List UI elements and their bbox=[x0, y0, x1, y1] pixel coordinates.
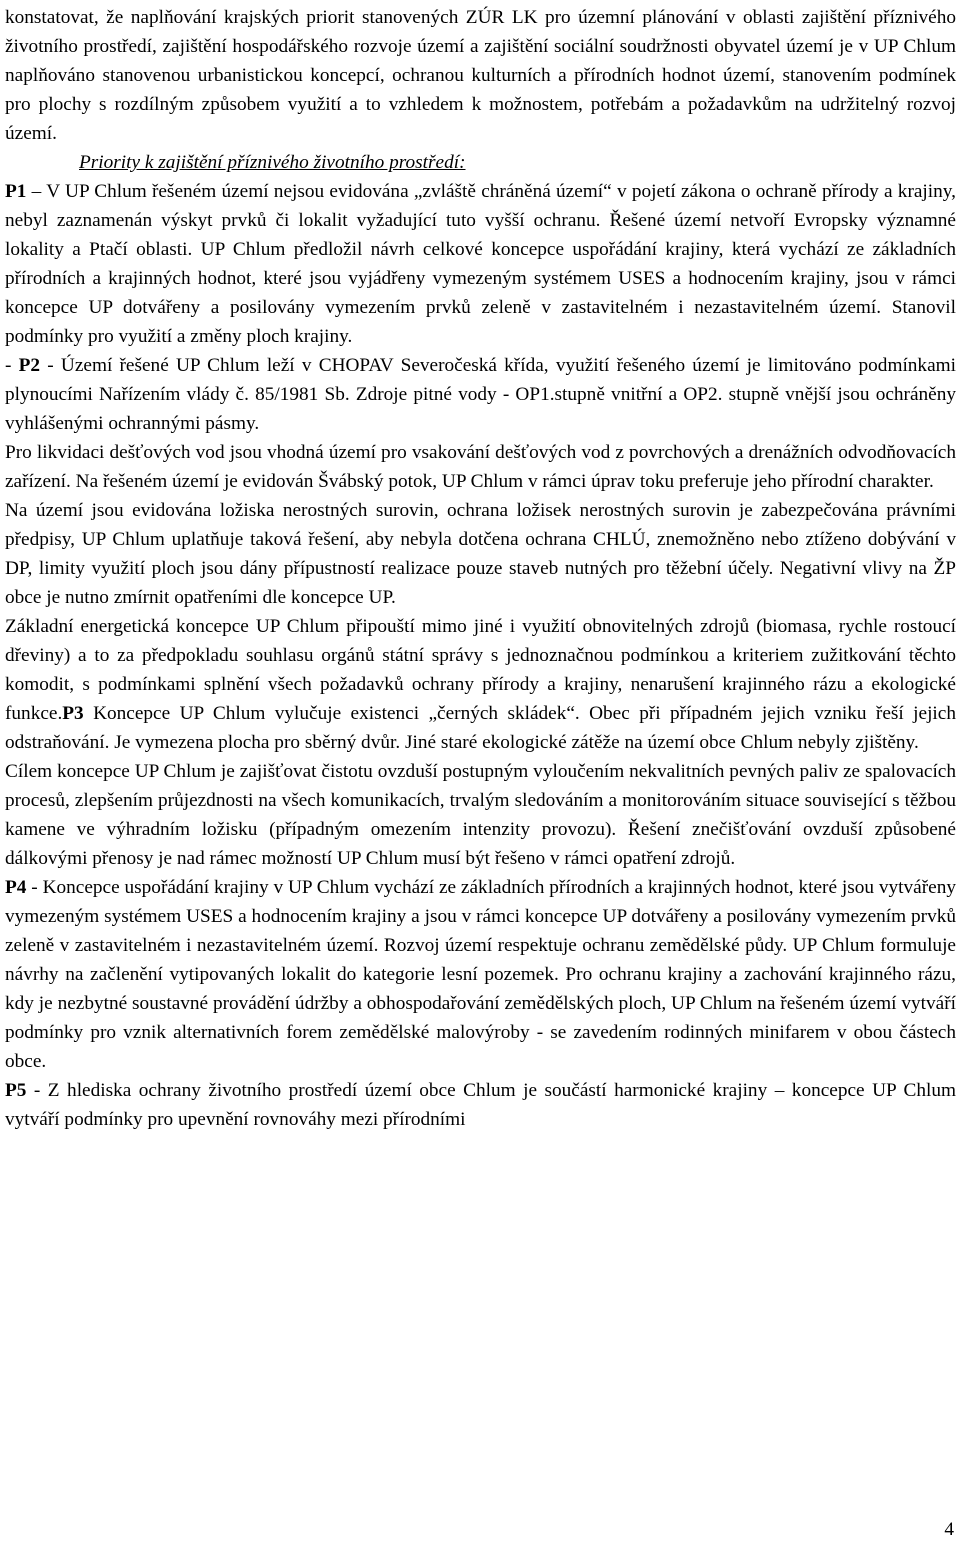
priority-p4-paragraph bbox=[5, 873, 956, 1076]
paragraph-text: - Z hlediska ochrany životního prostředí území obce Chlum je součástí harmonické krajiny – koncepce UP Chlum vytváří podmínky pro upevnění rovnováhy mezi přírodními bbox=[5, 1080, 956, 1130]
paragraph-text: - Koncepce uspořádání krajiny v UP Chlum vychází ze základních přírodních a krajinných hodnot, které jsou vytvářeny vymezeným systémem USES a hodnocením krajiny a jsou v rámci koncepce UP dotvářeny a posilovány vymezením prvků zeleně v zastavitelném i nezastavitelném území. Rozvoj území respektuje ochranu zemědělské půdy. UP Chlum formuluje návrhy na začlenění vytipovaných lokalit do kategorie lesní pozemek. Pro ochranu krajiny a zachování krajinného rázu, kdy je nezbytné soustavné provádění údržby a obhospodařování zemědělských ploch, UP Chlum na řešeném území vytváří podmínky pro vznik alternativních forem zemědělské malovýroby - se zavedením rodinných minifarem v obou částech obce. bbox=[5, 877, 956, 1072]
page-number: 4 bbox=[944, 1519, 954, 1540]
priority-label: P4 bbox=[5, 877, 27, 898]
priority-label: P5 bbox=[5, 1080, 27, 1101]
intro-paragraph: konstatovat, že naplňování krajských priorit stanovených ZÚR LK pro územní plánování v oblasti zajištění příznivého životního prostředí, zajištění hospodářského rozvoje území a zajištění sociální soudržnosti obyvatel území je v UP Chlum naplňováno stanovenou urbanistickou koncepcí, ochranou kulturních a přírodních hodnot území, stanovením podmínek pro plochy s rozdílným způsobem využití a to vzhledem k možnostem, potřebám a požadavkům na udržitelný rozvoj území. bbox=[5, 7, 956, 144]
rainwater-paragraph: Pro likvidaci dešťových vod jsou vhodná území pro vsakování dešťových vod z povrchových a drenážních odvodňovacích zařízení. Na řešeném území je evidován Švábský potok, UP Chlum v rámci úprav toku preferuje jeho přírodní charakter. bbox=[5, 442, 956, 492]
mineral-deposits-paragraph: Na území jsou evidována ložiska nerostných surovin, ochrana ložisek nerostných surovin je zabezpečována právními předpisy, UP Chlum uplatňuje taková řešení, aby nebyla dotčena ochrana CHLÚ, znemožněno nebo ztíženo dobývání v DP, limity využití ploch jsou dány přípustností realizace pouze staveb nutných pro těžební účely. Negativní vlivy na ŽP obce je nutno zmírnit opatřeními dle koncepce UP. bbox=[5, 500, 956, 608]
air-quality-paragraph: Cílem koncepce UP Chlum je zajišťovat čistotu ovzduší postupným vyloučením nekvalitních pevných paliv ze spalovacích procesů, zlepšením průjezdnosti na všech komunikacích, trvalým sledováním a monitorováním situace související s těžbou kamene ve výhradním ložisku (případným omezením intenzity provozu). Řešení znečišťování ovzduší způsobené dálkovými přenosy je nad rámec možností UP Chlum musí být řešeno v rámci opatření zdrojů. bbox=[5, 761, 956, 869]
document-page bbox=[5, 3, 956, 1134]
priority-p3-paragraph bbox=[5, 612, 956, 757]
priority-p5-paragraph bbox=[5, 1076, 956, 1134]
priority-p1-paragraph bbox=[5, 177, 956, 351]
paragraph-text-after: Koncepce UP Chlum vylučuje existenci „černých skládek“. Obec při případném jejich vzniku řeší jejich odstraňování. Je vymezena plocha pro sběrný dvůr. Jiné staré ekologické zátěže na území obce Chlum nebyly zjištěny. bbox=[5, 703, 956, 753]
paragraph-text: - Území řešené UP Chlum leží v CHOPAV Severočeská křída, využití řešeného území je limitováno podmínkami plynoucími Nařízením vlády č. 85/1981 Sb. Zdroje pitné vody - OP1.stupně vnitřní a OP2. stupně vnější jsou ochráněny vyhlášenými ochrannými pásmy. bbox=[5, 355, 956, 434]
priority-label: P3 bbox=[62, 703, 84, 724]
priority-label: P1 bbox=[5, 181, 27, 202]
paragraph-text: Základní energetická koncepce UP Chlum připouští mimo jiné i využití obnovitelných zdrojů (biomasa, rychle rostoucí dřeviny) a to za předpokladu souhlasu orgánů státní správy s jednoznačnou podmínkou a kriteriem zužitkování těchto komodit, s podmínkami splnění všech požadavků ochrany přírody a krajiny, nenarušení krajinného rázu a ekologické funkce. bbox=[5, 616, 956, 724]
paragraph-prefix: - bbox=[5, 355, 19, 376]
priority-label: P2 bbox=[18, 355, 41, 376]
section-heading: Priority k zajištění příznivého životního prostředí: bbox=[79, 152, 466, 173]
priority-p2-paragraph bbox=[5, 351, 956, 438]
paragraph-text: – V UP Chlum řešeném území nejsou evidována „zvláště chráněná území“ v pojetí zákona o ochraně přírody a krajiny, nebyl zaznamenán výskyt prvků či lokalit vyžadující tuto vyšší ochranu. Řešené území netvoří Evropsky významné lokality a Ptačí oblasti. UP Chlum předložil návrh celkové koncepce uspořádání krajiny, která vychází ze základních přírodních a krajinných hodnot, které jsou vyjádřeny vymezeným systémem USES a hodnocením krajiny, jsou v rámci koncepce UP dotvářeny a posilovány vymezením prvků zeleně v zastavitelném i nezastavitelném území. Stanovil podmínky pro využití a změny ploch krajiny. bbox=[5, 181, 956, 347]
